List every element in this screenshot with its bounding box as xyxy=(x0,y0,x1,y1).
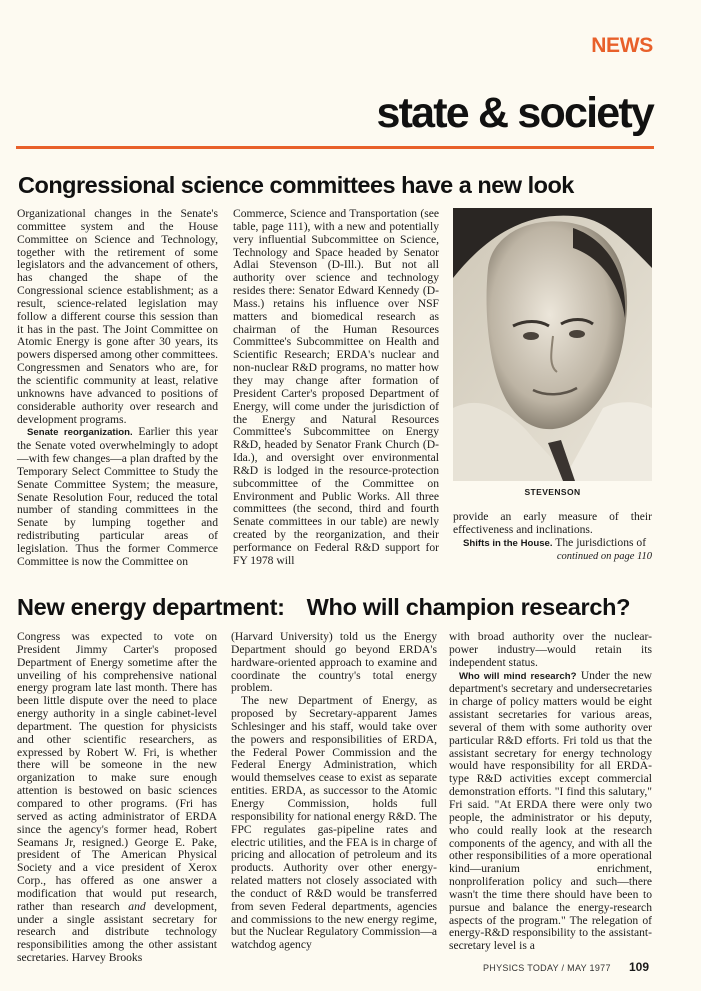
continued-link[interactable]: continued on page 110 xyxy=(556,550,652,562)
section-label: NEWS xyxy=(591,34,653,57)
article-column-6 xyxy=(449,631,652,953)
paragraph-text: development, under a single assistant secretary for research and distribute technology responsibilities among the other assistant secretaries. Harvey Brooks xyxy=(17,899,218,965)
paragraph-text: Earlier this year the Senate voted overwhelmingly to adopt—with few changes—a plan drafted by the Temporary Select Committee to Study the Senate Committee System; the measure, Senate Resolution Four, reduced the total number of standing committees in the Senate by lumping together and redistributing particular areas of legislation. Thus the former Commerce Committee is now the Committee on xyxy=(17,425,218,568)
article-column-4 xyxy=(17,631,217,965)
paragraph xyxy=(17,631,217,965)
paragraph: Commerce, Science and Transportation (see table, page 111), with a new and potentially very influential Subcommittee on Science, Technology and Space headed by Senator Adlai Stevenson (D-Ill.). But not all authority over science and technology resides there: Senator Edward Kennedy (D-Mass.) retains his influence over NSF matters and biomedical research as chairman of the Human Resources Committee's Subcommittee on Health and Scientific Research; ERDA's nuclear and non-nuclear R&D programs, no matter how they may change after formation of President Carter's proposed Department of Energy, will come under the jurisdiction of the Energy and Natural Resources Committee's Subcommittee on Energy R&D, headed by Senator Frank Church (D-Ida.), and oversight over environmental R&D is lodged in the resource-protection subcommittee of the Committee on Environment and Public Works. All three committees (the second, third and fourth Senate committees in our table) are newly created by the reorganization, and their performance on Federal R&D support for FY 1978 will xyxy=(233,207,439,567)
portrait-photo xyxy=(453,208,652,481)
article-column-2 xyxy=(233,208,439,568)
photo-caption: STEVENSON xyxy=(524,487,581,497)
paragraph xyxy=(17,426,218,568)
paragraph-text: Congress was expected to vote on President Jimmy Carter's proposed Department of Energy sometime after the unveiling of his comprehensive national energy program late last month. There has been little dispute over the need to place energy authority in a single cabinet-level department. The question for physicists and other scientific researchers, as expressed by Robert W. Fri, is whether there will be someone in the new organization to make sure enough attention is bestowed on basic sciences compared to other programs. (Fri has served as acting administrator of ERDA since the agency's former head, Robert Seamans Jr, resigned.) George E. Pake, president of The American Physical Society and a vice president of Xerox Corp., has offered as one answer a modification that would put research, rather than research xyxy=(17,630,217,913)
paragraph xyxy=(453,537,652,551)
paragraph xyxy=(449,670,652,954)
journal-footer: PHYSICS TODAY / MAY 1977 xyxy=(483,963,611,973)
paragraph: Organizational changes in the Senate's committee system and the House Committee on Science and Technology, together with the retirement of some legislators and the advancement of others, has changed the shape of the Congressional science establishment; as a result, science-related legislation may follow a different course this session than it has in the past. The Joint Committee on Atomic Energy is gone after 30 years, its powers dispersed among other committees. Congressmen and Senators who are, for the scientific community at least, relative unknowns have advanced to positions of considerable authority over research and development programs. xyxy=(17,207,218,426)
emphasis: and xyxy=(128,899,146,913)
article-headline: Congressional science committees have a new look xyxy=(18,172,574,198)
section-title: state & society xyxy=(376,89,653,137)
headline-part: New energy department: xyxy=(17,594,285,620)
paragraph: with broad authority over the nuclear-power industry—would retain its independent status. xyxy=(449,630,652,669)
portrait-illustration xyxy=(453,208,652,481)
run-in-head: Shifts in the House. xyxy=(463,537,553,549)
paragraph: provide an early measure of their effectiveness and inclinations. xyxy=(453,510,652,536)
page-number: 109 xyxy=(629,960,650,974)
header-divider xyxy=(16,146,654,149)
headline-part: Who will champion research? xyxy=(306,594,631,620)
paragraph: (Harvard University) told us the Energy Department should go beyond ERDA's hardware-oriented approach to examine and coordinate the country's total energy problem. xyxy=(231,630,437,695)
run-in-head: Senate reorganization. xyxy=(27,427,133,439)
article-column-5 xyxy=(231,631,437,952)
article-headline xyxy=(17,594,630,621)
article-column-3 xyxy=(453,511,652,563)
paragraph-text: The jurisdictions of xyxy=(555,535,647,549)
paragraph: The new Department of Energy, as proposed by Secretary-apparent James Schlesinger and his staff, would take over the powers and responsibilities of ERDA, the Federal Power Commission and the Federal Energy Administration, which would themselves cease to exist as separate entities. ERDA, as successor to the Atomic Energy Commission, holds full responsibility for national energy R&D. The FPC regulates gas-pipeline rates and electric utilities, and the FEA is in charge of pricing and allocation of petroleum and its products. Authority over other energy-related matters not closely associated with the conduct of R&D would be transferred from seven Federal departments, agencies and commissions to the new energy regime, but the Nuclear Regulatory Commission—a watchdog agency xyxy=(231,694,437,952)
run-in-head: Who will mind research? xyxy=(459,670,577,682)
article-column-1 xyxy=(17,208,218,569)
paragraph-text: Under the new department's secretary and undersecretaries in charge of policy matters would be eight assistant secretaries for various areas, several of them with some authority over particular R&D efforts. Fri told us that the assistant secretary for energy technology would have responsibility for all ERDA-type R&D activities except commercial demonstration efforts. "I find this salutary," Fri said. "At ERDA there were only two people, the administrator or his deputy, who could really look at the research components of the agency, and with all the other responsibilities of a more operational kind—uranium enrichment, nonproliferation policy and such—there wasn't the time there should have been to pursue and balance the energy-research aspects of the program." The relegation of energy-R&D responsibility to the assistant-secretary level is a xyxy=(449,668,653,953)
